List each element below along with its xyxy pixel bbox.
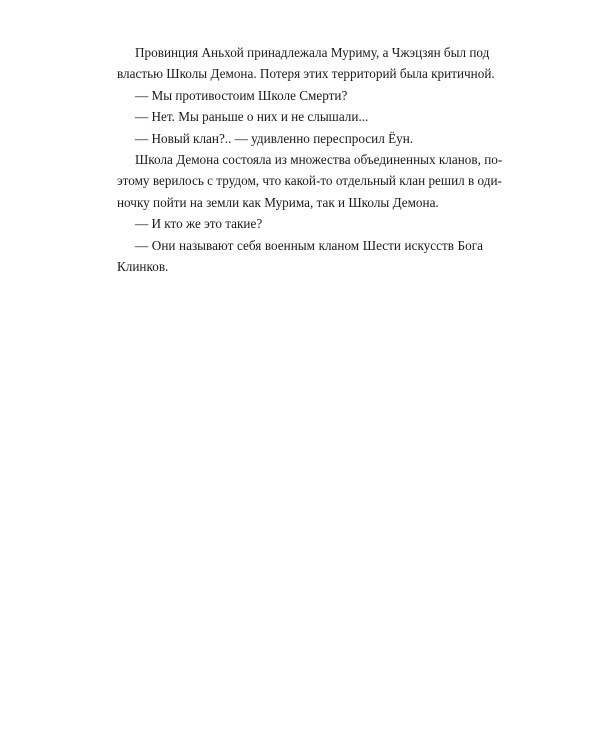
paragraph-4 (117, 128, 483, 149)
paragraph-7-line-2: Клинков. (117, 259, 169, 275)
paragraph-5-line-2: этому верилось с трудом, что какой-то отдельный клан решил в оди- (117, 173, 502, 189)
paragraph-7-line-1: — Они называют себя военным кланом Шести искусств Бога (135, 237, 483, 253)
page-text (117, 42, 503, 277)
paragraph-4-line-1: — Новый клан?.. — удивленно переспросил Ёун. (135, 130, 414, 146)
paragraph-1-line-1: Провинция Аньхой принадлежала Муриму, а Чжэцзян был под (135, 45, 490, 60)
paragraph-1 (117, 42, 495, 85)
paragraph-3-line-1: — Нет. Мы раньше о них и не слышали... (135, 109, 369, 125)
paragraph-2 (117, 85, 483, 106)
paragraph-3 (117, 106, 483, 127)
paragraph-5-line-3: ночку пойти на земли как Мурима, так и Школы Демона. (117, 194, 439, 210)
paragraph-6-line-1: — И кто же это такие? (135, 216, 263, 232)
paragraph-7 (117, 235, 483, 278)
paragraph-5-line-1: Школа Демона состояла из множества объединенных кланов, по- (135, 152, 503, 168)
paragraph-1-line-2: властью Школы Демона. Потеря этих территорий была критичной. (117, 66, 495, 82)
paragraph-6 (117, 213, 483, 234)
paragraph-5 (117, 149, 503, 213)
paragraph-2-line-1: — Мы противостоим Школе Смерти? (135, 87, 348, 103)
